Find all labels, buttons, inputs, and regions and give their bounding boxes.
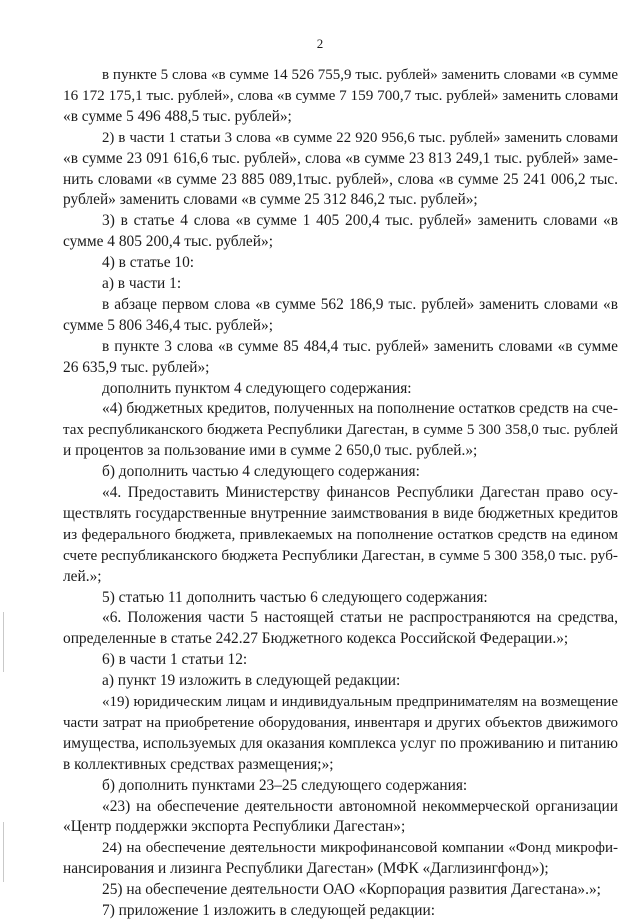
text-line: определенные в статье 242.27 Бюджетного кодекса Российской Федерации.»; <box>63 630 569 648</box>
text-line: а) в части 1: <box>102 275 182 292</box>
text-line: а) пункт 19 изложить в следующей редакции: <box>102 672 401 690</box>
text-line: 3) в статье 4 слова «в сумме 1 405 200,4 тыс. рублей» заменить словами «в <box>102 212 618 230</box>
text-line: дополнить пунктом 4 следующего содержания: <box>102 379 412 397</box>
text-line: б) дополнить пунктами 23–25 следующего содержания: <box>102 776 468 794</box>
text-line: «6. Положения части 5 настоящей статьи не распространяются на средства, <box>102 609 618 627</box>
text-line: 5) статью 11 дополнить частью 6 следующего содержания: <box>102 588 488 606</box>
text-line: 2) в части 1 статьи 3 слова «в сумме 22 920 956,6 тыс. рублей» заменить словами <box>102 129 618 146</box>
text-line: б) дополнить частью 4 следующего содержания: <box>102 463 420 481</box>
text-line: тах республиканского бюджета Республики Дагестан, в сумме 5 300 358,0 тыс. рублей <box>63 422 618 439</box>
text-line: «в сумме 5 496 488,5 тыс. рублей»; <box>63 107 292 125</box>
text-line: счете республиканского бюджета Республики Дагестан, в сумме 5 300 358,0 тыс. руб- <box>63 546 618 564</box>
text-line: «4) бюджетных кредитов, полученных на пополнение остатков средств на сче- <box>102 400 618 418</box>
text-line: нансирования и лизинга Республики Дагестан» (МФК «Даглизингфонд»); <box>63 860 549 878</box>
scan-edge-mark <box>3 612 4 672</box>
text-line: и процентов за пользование ими в сумме 2 650,0 тыс. рублей.»; <box>63 442 478 460</box>
text-line: из федерального бюджета, привлекаемых на пополнение остатков средств на едином <box>63 525 618 543</box>
text-line: нить словами «в сумме 23 885 089,1тыс. рублей», слова «в сумме 25 241 006,2 тыс. <box>63 170 618 188</box>
text-line: «23) на обеспечение деятельности автономной некоммерческой организации <box>102 797 618 815</box>
text-line: 16 172 175,1 тыс. рублей», слова «в сумме 7 159 700,7 тыс. рублей» заменить словами <box>63 86 619 104</box>
text-line: ществлять государственные внутренние заимствования в виде бюджетных кредитов <box>63 504 618 522</box>
text-line: в пункте 5 слова «в сумме 14 526 755,9 тыс. рублей» заменить словами «в сумме <box>102 67 618 83</box>
text-line: 24) на обеспечение деятельности микрофинансовой компании «Фонд микрофи- <box>102 840 618 857</box>
text-line: сумме 4 805 200,4 тыс. рублей»; <box>63 233 273 251</box>
text-line: 25) на обеспечение деятельности ОАО «Корпорация развития Дагестана».»; <box>102 881 601 899</box>
scan-edge-mark <box>3 822 4 882</box>
text-line: имущества, используемых для оказания комплекса услуг по проживанию и питанию <box>63 734 618 752</box>
text-line: 7) приложение 1 изложить в следующей редакции: <box>102 902 436 919</box>
text-line: в коллективных средствах размещения;»; <box>63 755 334 773</box>
text-line: «19) юридическим лицам и индивидуальным предпринимателям на возмещение <box>102 694 618 710</box>
text-line: в пункте 3 слова «в сумме 85 484,4 тыс. рублей» заменить словами «в сумме <box>102 337 618 355</box>
text-line: 4) в статье 10: <box>102 254 195 272</box>
text-line: 6) в части 1 статьи 12: <box>102 651 248 669</box>
text-line: «4. Предоставить Министерству финансов Республики Дагестан право осу- <box>102 484 618 501</box>
text-line: в абзаце первом слова «в сумме 562 186,9 тыс. рублей» заменить словами «в <box>102 295 618 313</box>
text-line: части затрат на приобретение оборудования, инвентаря и других объектов движимого <box>63 714 618 731</box>
text-line: рублей» заменить словами «в сумме 25 312 846,2 тыс. рублей»; <box>63 191 478 209</box>
text-line: сумме 5 806 346,4 тыс. рублей»; <box>63 316 273 334</box>
text-line: «в сумме 23 091 616,6 тыс. рублей», слова «в сумме 23 813 249,1 тыс. рублей» заме- <box>63 149 618 167</box>
page-number: 2 <box>316 36 324 51</box>
text-line: лей.»; <box>63 567 102 585</box>
text-line: «Центр поддержки экспорта Республики Дагестан»; <box>63 818 406 836</box>
text-line: 26 635,9 тыс. рублей»; <box>63 358 210 376</box>
